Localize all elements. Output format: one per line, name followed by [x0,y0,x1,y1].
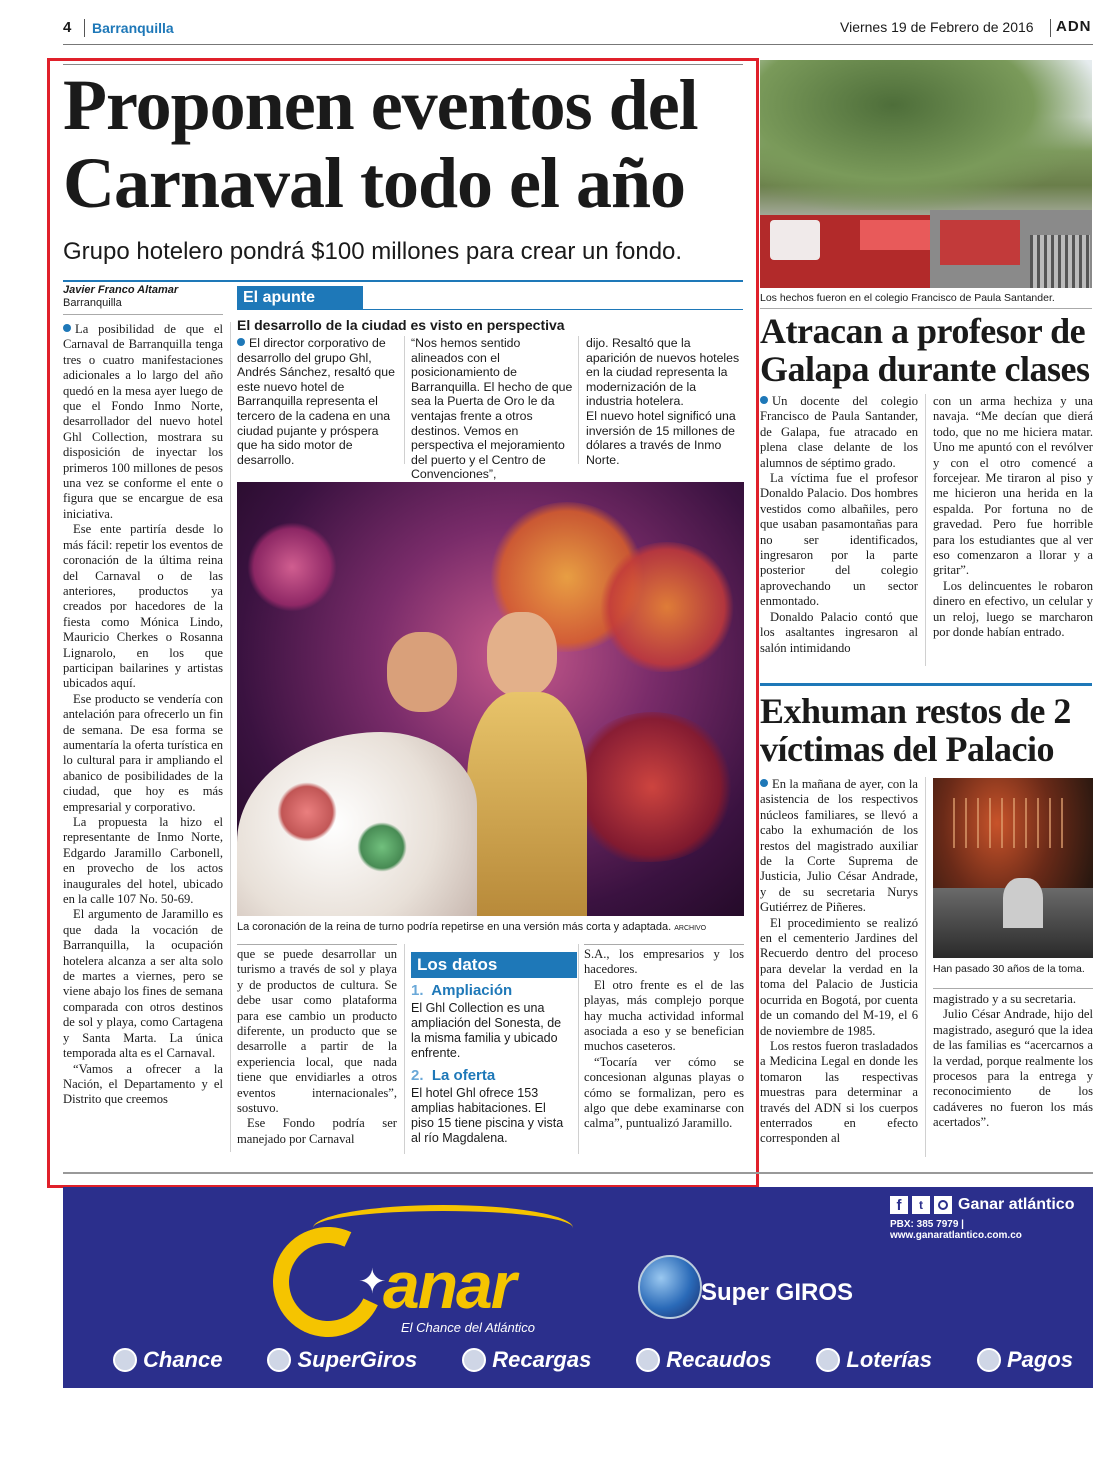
main-headline: Proponen eventos del Carnaval todo el año [63,65,698,223]
datos-text: El Ghl Collection es una ampliación del Sonesta, de la misma familia y ubicado enfrente. [411,1001,562,1060]
subhead-rule [63,280,743,282]
paragraph: Ese ente partiría desde lo más fácil: repetir los eventos de coronación de la última reina del Carnaval o de las anteriores, productos ya creados por hacedores de la fiesta como Mónica Lindo, Mauricio Cherkes o Rosanna Lignarolo, en los que participan bailarines y artistas ubicados aquí. [63,522,223,691]
apunte-rule [237,309,743,310]
recaudos-icon [636,1348,660,1372]
service-recargas[interactable] [462,1347,591,1373]
paragraph: magistrado y a su secretaria. [933,992,1077,1006]
datos-item-1 [411,982,571,1061]
bullet-icon [760,779,768,787]
section-name: Barranquilla [92,20,174,36]
datos-item-2 [411,1067,571,1146]
instagram-icon[interactable] [934,1196,952,1214]
main-subhead: Grupo hotelero pondrá $100 millones para crear un fondo. [63,238,683,265]
datos-label: Los datos [411,952,577,978]
paragraph: Julio César Andrade, hijo del magistrado, aseguró que la idea de las familias es “acercarnos a la verdad, porque realmente los procesos para la entrega y reconocimiento de los cadáveres no fueron los más acertados”. [933,1007,1093,1130]
side2-column-1 [760,777,918,1147]
school-photo-caption: Los hechos fueron en el colegio Francisco de Paula Santander. [760,292,1055,304]
ganar-tagline: El Chance del Atlántico [401,1320,535,1335]
paragraph: “Vamos a ofrecer a la Nación, el Departamento y el Distrito que creemos [63,1061,223,1107]
photo-caption [237,921,744,933]
supergiros-icon [267,1348,291,1372]
bullet-icon [237,338,245,346]
main-article-column-1 [63,322,223,1108]
apunte-column-2: “Nos hemos sentido alineados con el posicionamiento de Barranquilla. El hecho de que sea la Puerta de Oro le da ventajas frente a otros destinos. Vemos en perspectiva el mejoramiento del puerto y el Centro de Convenciones”, [411,336,573,482]
author-location: Barranquilla [63,297,122,309]
apunte-title: El desarrollo de la ciudad es visto en perspectiva [237,317,565,333]
photo-credit: ARCHIVO [674,925,707,932]
service-chance[interactable] [113,1347,222,1373]
carnival-coronation-photo [237,482,744,916]
service-label: Recargas [492,1347,592,1372]
service-label: Recaudos [666,1347,772,1372]
header-rule [63,44,1093,45]
paragraph: El argumento de Jaramillo es que dada la vocación de Barranquilla, la ocupación hotelera alcanza a ser alta solo de martes a viernes, pero se viene abajo los fines de semana comparada con otros destinos de sol y playa, como Cartagena y Santa Marta. La única temporada alta es el Carnaval. [63,907,223,1061]
service-label: Pagos [1006,1347,1073,1372]
paragraph: El otro frente es el de las playas, más complejo porque hay mucha actividad informal asociada a eso y se benefician muchos caseteros. [584,977,744,1054]
side1-column-2 [933,394,1093,641]
loterias-icon [816,1348,840,1372]
bullet-icon [760,396,768,404]
chance-icon [113,1348,137,1372]
service-supergiros[interactable] [267,1347,417,1373]
paragraph: con un arma hechiza y una navaja. “Me decían que dierá todo, que no me hiciera matar. Uno me apuntó con el revólver y con el otro comencé a forcejear. Me tiraron al piso y me hicieron una herida en la espalda. Por fortuna no de gravedad. Pero fue horrible para los estudiantes que al ver eso comenzaron a llorar y a gritar”. [933,394,1093,578]
header-divider [1050,19,1051,37]
paragraph: Ese Fondo podría ser manejado por Carnaval [237,1116,397,1146]
side2-top-rule [760,683,1092,686]
supergiros-brand: Super GIROS [701,1279,854,1306]
column-divider [230,322,231,1152]
page-number: 4 [63,19,72,36]
column-divider [404,944,405,1154]
star-icon: ✦ [358,1262,387,1302]
ganar-swoosh [313,1205,573,1251]
paragraph: Ese producto se vendería con antelación para ofrecerlo un fin de semana. De esa forma se aumentaría la oferta turística en lo cultural para ir ampliando el abanico de posibilidades de la ciudad, que hoy es más empresarial y corporativo. [63,691,223,814]
paragraph: “Tocaría ver cómo se concesionan algunas playas o cómo se formalizan, pero es algo que debe examinarse con calma”, puntualizó Jaramillo. [584,1054,744,1131]
service-pagos[interactable] [977,1347,1073,1373]
column-divider [925,394,926,666]
facebook-icon[interactable]: f [890,1196,908,1214]
service-label: SuperGiros [297,1347,418,1372]
apunte-label: El apunte [237,286,363,310]
apunte-text: dijo. Resaltó que la aparición de nuevos hoteles en la ciudad representa la modernización de la industria hotelera. [586,336,740,409]
twitter-icon[interactable]: t [912,1196,930,1214]
datos-title: Ampliación [431,982,513,999]
content-bottom-rule [63,1172,1093,1174]
main-article-column-2 [237,947,397,1147]
side1-caption-rule [760,308,1092,309]
apunte-text: El director corporativo de desarrollo del grupo Ghl, Andrés Sánchez, resaltó que este nuevo hotel de Barranquilla representa el tercero de la cadena en una ciudad pujante y próspera que ha sido motor de desarrollo. [237,336,395,467]
paragraph: La propuesta la hizo el representante de Inmo Norte, Edgardo Jaramillo Carbonell, en provecho de los actos inaugurales del hotel, ubicado en la calle 107 No. 50-69. [63,815,223,907]
header-divider [84,19,85,37]
header-date: Viernes 19 de Febrero de 2016 [840,19,1034,35]
side2-headline: Exhuman restos de 2 víctimas del Palacio [760,691,1071,769]
caption-text: La coronación de la reina de turno podría repetirse en una versión más corta y adaptada. [237,921,672,933]
paragraph: Los restos fueron trasladados a Medicina Legal en donde les tomaron las respectivas muestras para determinar a través del ADN si los cuerpos enterrados en efecto corresponden al [760,1038,918,1146]
author-name: Javier Franco Altamar [63,284,179,296]
service-label: Chance [143,1347,223,1372]
cemetery-exhumation-photo [933,778,1093,958]
column-divider [578,336,579,464]
apunte-column-1 [237,336,397,467]
service-label: Loterías [846,1347,932,1372]
byline-rule [63,314,223,315]
datos-title: La oferta [431,1067,496,1084]
paragraph: Donaldo Palacio contó que los asaltantes ingresaron al salón intimidando [760,609,918,655]
ganar-brand: anar [383,1248,515,1322]
side1-column-1 [760,394,918,656]
school-entrance-photo [760,60,1092,288]
pagos-icon [977,1348,1001,1372]
service-loterias[interactable] [816,1347,932,1373]
paragraph: La víctima fue el profesor Donaldo Palacio. Dos hombres vestidos como albañiles, pero que usaban pasamontañas para no ser identificados, ingresaron por la parte posterior del colegio aprovechando un sector enmontado. [760,471,918,609]
column-divider [578,944,579,1154]
paragraph: Un docente del colegio Francisco de Paula Santander, de Galapa, fue atracado en plena clase delante de los alumnos de séptimo grado. [760,394,918,470]
ganar-advertisement[interactable] [63,1187,1093,1388]
paragraph: que se puede desarrollar un turismo a través de sol y playa y de productos de cultura. Se debe usar como plataforma para ese cambio un producto diferente, un producto que se desarrolle a partir de la experiencia local, que nada tiene que envidiarles a otros eventos internacionales”, sostuvo. [237,947,397,1116]
column-divider [404,336,405,464]
social-handle: Ganar atlántico [958,1196,1075,1213]
apunte-text: El nuevo hotel significó una inversión de 15 millones de dólares a través de Inmo Norte. [586,408,736,467]
main-article-column-4 [584,947,744,1132]
paragraph: La posibilidad de que el Carnaval de Barranquilla tenga tres o cuatro manifestaciones adicionales a lo largo del año quedó en la mesa ayer luego de que el Fondo Inmo Norte, desarrollador del nuevo hotel Ghl Collection, mostrara su disposición de inyectar los primeros 100 millones de pesos una vez se conforme el ente o figura que se encargue de esa iniciativa. [63,322,223,521]
adn-logo: ADN [1056,18,1092,35]
paragraph: Los delincuentes le robaron dinero en efectivo, un celular y un reloj, luego se marcharon por donde habían entrado. [933,578,1093,640]
datos-text: El hotel Ghl ofrece 153 amplias habitaciones. El piso 15 tiene piscina y vista al río Magdalena. [411,1086,564,1145]
service-recaudos[interactable] [636,1347,771,1373]
contact-info: PBX: 385 7979 | www.ganaratlantico.com.co [890,1219,1022,1241]
datos-number: 1. [411,982,424,999]
side2-column-2 [933,992,1093,1131]
recargas-icon [462,1348,486,1372]
bullet-icon [63,324,71,332]
paragraph: En la mañana de ayer, con la asistencia de los respectivos núcleos familiares, se llevó a cabo la exhumación de los restos del magistrado auxiliar de la Corte Suprema de Justicia, Julio César Andrade, y de su secretaria Nurys Gutiérrez de Piñeres. [760,777,918,915]
cemetery-photo-caption: Han pasado 30 años de la toma. [933,963,1085,975]
paragraph: S.A., los empresarios y los hacedores. [584,947,744,977]
column-divider [925,777,926,1157]
datos-number: 2. [411,1067,424,1084]
paragraph: El procedimiento se realizó en el cementerio Jardines del Recuerdo dentro del proceso para develar la verdad en la toma del Palacio de Justicia ocurrida en Bogotá, por cuenta de un comando del M-19, el 6 de noviembre de 1985. [760,915,918,1038]
side1-headline: Atracan a profesor de Galapa durante clases [760,311,1090,389]
apunte-column-3 [586,336,743,467]
side2-caption-rule [933,988,1093,989]
services-row [113,1347,1073,1373]
column-rule [584,944,744,945]
column-rule [237,944,397,945]
supergiros-globe-icon [638,1255,702,1319]
